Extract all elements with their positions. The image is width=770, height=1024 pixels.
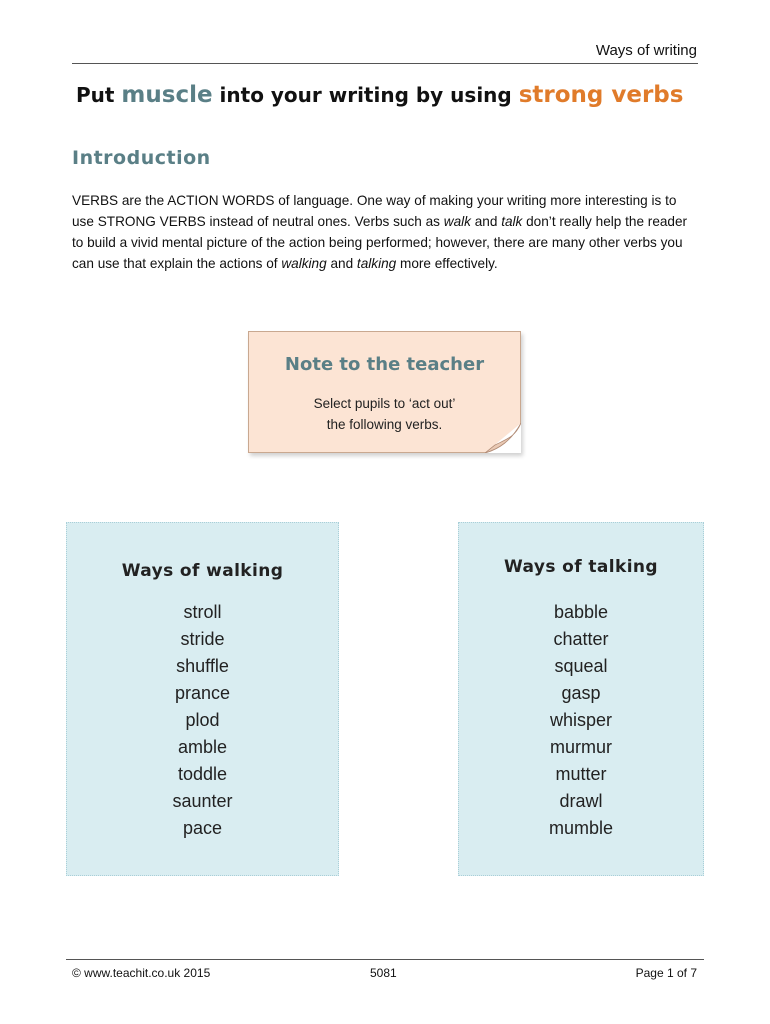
talking-word-list <box>459 601 703 844</box>
teacher-note-title: Note to the teacher <box>284 354 485 375</box>
introduction-paragraph <box>72 190 702 274</box>
title-highlight-muscle: muscle <box>121 82 213 108</box>
walking-word: stroll <box>183 602 222 622</box>
footer-page-number: Page 1 of 7 <box>635 966 697 980</box>
intro-text-2: and <box>470 214 502 229</box>
title-part-1: Put <box>76 83 122 107</box>
walking-panel-title: Ways of walking <box>121 561 284 581</box>
talking-word: mumble <box>548 818 614 838</box>
walking-word: plod <box>185 710 220 730</box>
walking-word: prance <box>174 683 231 703</box>
page-title <box>76 82 683 108</box>
intro-term-walking: walking <box>281 256 327 271</box>
talking-word: babble <box>553 602 609 622</box>
header-divider <box>72 63 698 64</box>
walking-word: pace <box>182 818 223 838</box>
teacher-note-line-2: the following verbs. <box>326 417 443 432</box>
walking-word: saunter <box>172 791 233 811</box>
intro-text-5: more effectively. <box>396 256 498 271</box>
title-part-2: into your writing by using <box>212 83 519 107</box>
walking-word: stride <box>180 629 225 649</box>
talking-word: murmur <box>550 737 612 757</box>
section-label: Ways of writing <box>595 42 697 59</box>
walking-word: shuffle <box>176 656 229 676</box>
talking-word: drawl <box>559 791 603 811</box>
talking-panel-title: Ways of talking <box>503 557 659 577</box>
intro-text-1: VERBS are the ACTION WORDS of language. One way of making your writing more interesting is to use STRONG VERBS instead of neutral ones. Verbs such as <box>72 193 677 229</box>
intro-term-talk: talk <box>501 214 523 229</box>
ways-of-walking-panel <box>66 522 339 876</box>
intro-text-4: and <box>326 256 357 271</box>
talking-word: whisper <box>549 710 613 730</box>
walking-word-list <box>67 601 338 844</box>
walking-word: toddle <box>177 764 228 784</box>
footer-copyright: © www.teachit.co.uk 2015 <box>72 966 211 980</box>
teacher-note-box <box>248 331 521 453</box>
talking-word: chatter <box>553 629 609 649</box>
intro-term-walk: walk <box>443 214 471 229</box>
footer-divider <box>66 959 704 960</box>
page-curl-icon <box>485 423 521 453</box>
ways-of-talking-panel <box>458 522 704 876</box>
title-highlight-strong-verbs: strong verbs <box>518 82 684 108</box>
footer-resource-code: 5081 <box>370 966 397 980</box>
intro-text-3: don’t really help the reader to build a vivid mental picture of the action being performed; however, there are many other verbs you can use that explain the actions of <box>72 214 688 271</box>
talking-word: mutter <box>555 764 607 784</box>
talking-word: squeal <box>554 656 608 676</box>
introduction-heading: Introduction <box>72 147 211 169</box>
talking-word: gasp <box>561 683 601 703</box>
teacher-note-line-1: Select pupils to ‘act out’ <box>313 396 456 411</box>
intro-term-talking: talking <box>356 256 397 271</box>
walking-word: amble <box>177 737 228 757</box>
